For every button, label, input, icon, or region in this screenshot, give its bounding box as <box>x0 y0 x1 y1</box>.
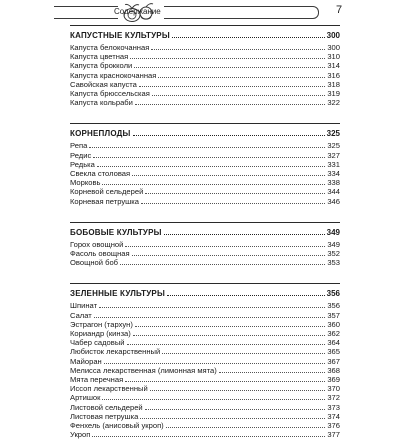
toc-section-legumes <box>70 222 340 268</box>
toc-entry-title: Свекла столовая <box>70 169 131 179</box>
toc-entry[interactable] <box>70 61 340 70</box>
toc-heading-page: 300 <box>326 31 340 40</box>
toc-entry-page: 319 <box>327 89 340 99</box>
dot-leader <box>152 94 325 96</box>
toc-entry[interactable] <box>70 240 340 249</box>
toc-entry-title: Мята перечная <box>70 375 124 385</box>
dot-leader <box>120 263 325 265</box>
toc-entry-page: 377 <box>327 430 340 440</box>
dot-leader <box>140 417 325 419</box>
toc-entry-title: Салат <box>70 310 92 320</box>
toc-entry[interactable] <box>70 384 340 393</box>
toc-heading-title: ЗЕЛЕННЫЕ КУЛЬТУРЫ <box>70 289 165 299</box>
toc-entry-page: 349 <box>327 239 340 249</box>
toc-entry-page: 362 <box>327 329 340 339</box>
toc-entry-page: 357 <box>327 310 340 320</box>
toc-entry[interactable] <box>70 89 340 98</box>
dot-leader <box>145 408 326 410</box>
header-title: Содержание <box>114 7 161 16</box>
toc-entry[interactable] <box>70 311 340 320</box>
toc-entry-title: Овощной боб <box>70 258 119 268</box>
dot-leader <box>97 165 325 167</box>
toc-entry-title: Кориандр (кинза) <box>70 329 131 339</box>
dot-leader <box>102 183 325 185</box>
toc-entry-title: Корневой сельдерей <box>70 187 144 197</box>
toc-entry-page: 367 <box>327 356 340 366</box>
toc-entry-page: 327 <box>327 150 340 160</box>
toc-entry-title: Корневая петрушка <box>70 196 139 206</box>
toc-entry-title: Капуста цветная <box>70 52 129 62</box>
toc-entry-title: Капуста кольраби <box>70 98 133 108</box>
toc-entry-page: 314 <box>327 61 340 71</box>
toc-entry[interactable] <box>70 187 340 196</box>
toc-entry-title: Капуста брюссельская <box>70 89 150 99</box>
toc-heading-page: 349 <box>326 227 340 237</box>
dot-leader <box>135 103 325 105</box>
dot-leader <box>132 174 325 176</box>
dot-leader <box>127 343 326 345</box>
toc-entry-page: 338 <box>327 178 340 188</box>
toc-entry[interactable] <box>70 357 340 366</box>
dot-leader <box>158 76 325 78</box>
header-rule <box>54 6 319 19</box>
toc-heading-page: 356 <box>326 289 340 299</box>
toc-entry-page: 310 <box>327 52 340 62</box>
toc-entry-title: Чабер садовый <box>70 338 125 348</box>
toc-section-root-vegetables <box>70 123 340 205</box>
dot-leader <box>94 316 326 318</box>
dot-leader <box>133 334 326 336</box>
dot-leader <box>167 294 325 296</box>
toc-entry-page: 322 <box>327 98 340 108</box>
toc-entry[interactable] <box>70 43 340 52</box>
toc-entry-title: Майоран <box>70 356 102 366</box>
toc-entry[interactable] <box>70 80 340 89</box>
toc-entry[interactable] <box>70 393 340 402</box>
toc-entry-page: 318 <box>327 79 340 89</box>
toc-entry-page: 376 <box>327 421 340 431</box>
dot-leader <box>141 202 325 204</box>
toc-entry-title: Укроп <box>70 430 91 440</box>
toc-entry-title: Савойская капуста <box>70 79 137 89</box>
toc-entry[interactable] <box>70 421 340 430</box>
dot-leader <box>93 156 325 158</box>
dot-leader <box>172 36 325 38</box>
dot-leader <box>132 254 326 256</box>
toc-entry[interactable] <box>70 151 340 160</box>
toc-entry-title: Капуста белокочанная <box>70 43 150 52</box>
toc-entry-page: 369 <box>327 375 340 385</box>
toc-entry-title: Горох овощной <box>70 239 124 249</box>
dot-leader <box>89 146 325 148</box>
toc-entry[interactable] <box>70 320 340 329</box>
dot-leader <box>99 306 325 308</box>
toc-entry[interactable] <box>70 366 340 375</box>
toc-entry-page: 325 <box>327 141 340 151</box>
dot-leader <box>166 426 326 428</box>
toc-entry-page: 352 <box>327 249 340 259</box>
toc-entry-page: 365 <box>327 347 340 357</box>
toc-entry-page: 374 <box>327 411 340 421</box>
toc-section-heading[interactable] <box>70 227 340 239</box>
dot-leader <box>151 48 325 50</box>
toc-entry[interactable] <box>70 301 340 310</box>
toc-heading-title: БОБОВЫЕ КУЛЬТУРЫ <box>70 227 162 237</box>
toc-entry[interactable] <box>70 52 340 61</box>
toc-entry-page: 353 <box>327 258 340 268</box>
toc-entry-page: 360 <box>327 319 340 329</box>
dot-leader <box>104 362 326 364</box>
dot-leader <box>164 233 325 235</box>
toc-entry-title: Морковь <box>70 178 101 188</box>
toc-entry-page: 364 <box>327 338 340 348</box>
toc-entry[interactable] <box>70 160 340 169</box>
toc-entry-title: Редька <box>70 159 95 169</box>
page-number: 7 <box>336 4 343 16</box>
toc-entry-title: Репа <box>70 141 88 151</box>
toc-entry-page: 370 <box>327 384 340 394</box>
toc-entry[interactable] <box>70 375 340 384</box>
toc-entry-page: 368 <box>327 365 340 375</box>
toc-entry-title: Фасоль овощная <box>70 249 130 259</box>
dot-leader <box>150 389 326 391</box>
page-header <box>54 0 350 22</box>
toc-entry[interactable] <box>70 197 340 206</box>
toc-entry[interactable] <box>70 98 340 107</box>
dot-leader <box>92 435 325 437</box>
dot-leader <box>135 325 325 327</box>
toc-entry[interactable] <box>70 329 340 338</box>
toc-entry[interactable] <box>70 178 340 187</box>
toc-entry-title: Любисток лекарственный <box>70 347 161 357</box>
toc-entry-title: Фенхель (анисовый укроп) <box>70 421 164 431</box>
toc-entry-page: 334 <box>327 169 340 179</box>
toc-section-greens <box>70 283 340 439</box>
dot-leader <box>102 398 325 400</box>
toc-entry-title: Капуста брокколи <box>70 61 133 71</box>
toc-entry-page: 346 <box>327 196 340 206</box>
toc-entry[interactable] <box>70 338 340 347</box>
toc-entry-title: Шпинат <box>70 301 98 311</box>
toc-heading-title: КАПУСТНЫЕ КУЛЬТУРЫ <box>70 31 170 40</box>
toc-section-heading[interactable] <box>70 288 340 300</box>
toc-entry[interactable] <box>70 258 340 267</box>
toc-entry-title: Иссоп лекарственный <box>70 384 148 394</box>
dot-leader <box>134 66 325 68</box>
toc-entry[interactable] <box>70 169 340 178</box>
toc-section-heading[interactable] <box>70 128 340 140</box>
toc-entry-title: Листовая петрушка <box>70 411 139 421</box>
dot-leader <box>125 245 325 247</box>
toc-entry-page: 344 <box>327 187 340 197</box>
toc-entry[interactable] <box>70 347 340 356</box>
dot-leader <box>162 352 325 354</box>
dot-leader <box>139 85 325 87</box>
dot-leader <box>125 380 325 382</box>
toc-entry-title: Редис <box>70 150 92 160</box>
toc-entry[interactable] <box>70 141 340 150</box>
toc-entry-page: 300 <box>327 43 340 52</box>
dot-leader <box>145 192 325 194</box>
toc-entry-page: 372 <box>327 393 340 403</box>
toc-entry[interactable] <box>70 71 340 80</box>
toc-entry[interactable] <box>70 249 340 258</box>
toc-heading-title: КОРНЕПЛОДЫ <box>70 129 131 139</box>
toc-entry[interactable] <box>70 430 340 439</box>
toc-entry-page: 331 <box>327 159 340 169</box>
toc-entry-title: Листовой сельдерей <box>70 402 143 412</box>
toc-entry-title: Мелисса лекарственная (лимонная мята) <box>70 365 217 375</box>
toc-entry-page: 373 <box>327 402 340 412</box>
toc-section-heading[interactable] <box>70 30 340 42</box>
toc-entry[interactable] <box>70 403 340 412</box>
dot-leader <box>133 134 325 136</box>
toc-heading-page: 325 <box>326 129 340 139</box>
dot-leader <box>219 371 326 373</box>
toc-entry-title: Артишок <box>70 393 101 403</box>
toc-entry-page: 316 <box>327 70 340 80</box>
toc-entry-title: Капуста краснокочанная <box>70 70 157 80</box>
toc-entry-page: 356 <box>327 301 340 311</box>
toc-entry-title: Эстрагон (тархун) <box>70 319 133 329</box>
table-of-contents <box>70 25 340 440</box>
toc-section-cabbage <box>70 25 340 107</box>
dot-leader <box>130 57 325 59</box>
